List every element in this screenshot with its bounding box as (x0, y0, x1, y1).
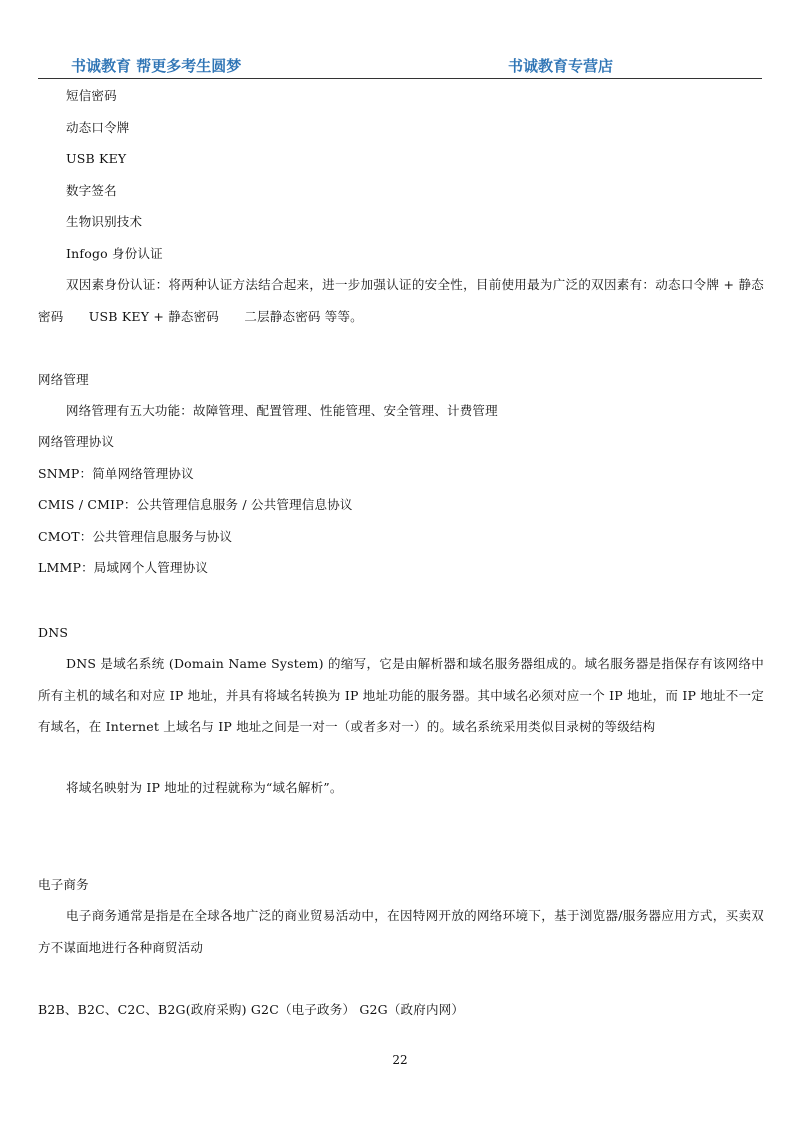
auth-method-usbkey: USB KEY (66, 151, 127, 166)
protocol-snmp: SNMP：简单网络管理协议 (38, 466, 194, 481)
protocol-cmis: CMIS / CMIP：公共管理信息服务 / 公共管理信息协议 (38, 497, 353, 512)
dns-heading: DNS (38, 625, 69, 640)
ecommerce-paragraph: 电子商务通常是指是在全球各地广泛的商业贸易活动中，在因特网开放的网络环境下，基于浏览器/服务器应用方式，买卖双方不谋面地进行各种商贸活动 (38, 908, 764, 955)
auth-method-sms: 短信密码 (66, 88, 117, 103)
network-mgmt-heading: 网络管理 (38, 372, 89, 387)
page-header (38, 56, 762, 79)
dns-resolution: 将域名映射为 IP 地址的过程就称为“域名解析”。 (66, 780, 343, 795)
header-store-name: 书诚教育专营店 (508, 57, 614, 75)
auth-method-signature: 数字签名 (66, 183, 117, 198)
network-protocol-heading: 网络管理协议 (38, 434, 115, 449)
protocol-cmot: CMOT：公共管理信息服务与协议 (38, 529, 233, 544)
auth-method-token: 动态口令牌 (66, 120, 130, 135)
auth-method-biometric: 生物识别技术 (66, 214, 143, 229)
auth-method-infogo: Infogo 身份认证 (66, 246, 163, 261)
page-number: 22 (392, 1053, 408, 1067)
two-factor-paragraph: 双因素身份认证：将两种认证方法结合起来，进一步加强认证的安全性，目前使用最为广泛的双因素有：动态口令牌 + 静态密码 USB KEY + 静态密码 二层静态密码 等等。 (38, 277, 764, 324)
ecommerce-types: B2B、B2C、C2C、B2G(政府采购) G2C（电子政务） G2G（政府内网） (38, 1002, 465, 1017)
dns-paragraph: DNS 是域名系统 (Domain Name System) 的缩写，它是由解析器和域名服务器组成的。域名服务器是指保存有该网络中所有主机的域名和对应 IP 地址，并具有将域名转换为 IP 地址功能的服务器。其中域名必须对应一个 IP 地址，而 IP 地址不一定有域名，在 Internet 上域名与 IP 地址之间是一对一（或者多对一）的。域名系统采用类似目录树的等级结构 (38, 656, 764, 734)
ecommerce-heading: 电子商务 (38, 877, 89, 892)
network-mgmt-functions: 网络管理有五大功能：故障管理、配置管理、性能管理、安全管理、计费管理 (66, 403, 498, 418)
protocol-lmmp: LMMP：局域网个人管理协议 (38, 560, 209, 575)
header-slogan: 书诚教育 帮更多考生圆梦 (71, 57, 242, 75)
